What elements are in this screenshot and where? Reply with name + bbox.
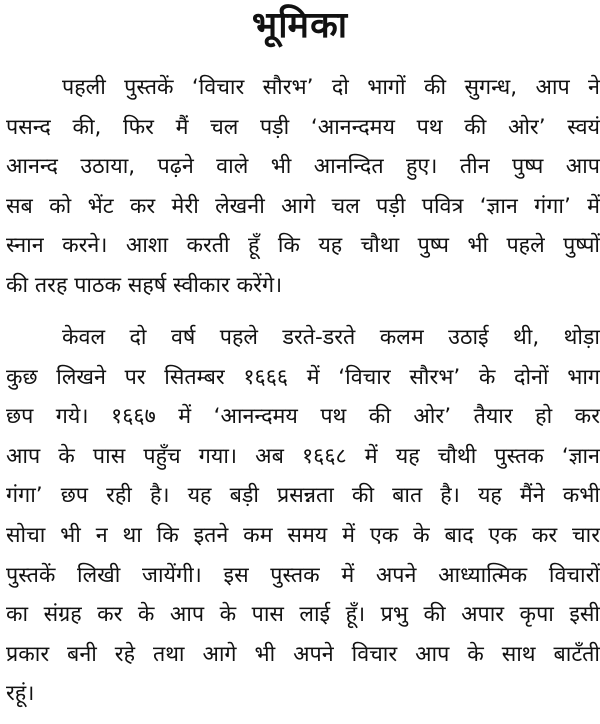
paragraph-1: [6, 68, 600, 306]
paragraph-line: प्रकार बनी रहे तथा आगे भी अपने विचार आप के साथ बाटँती: [6, 641, 600, 667]
paragraph-line: केवल दो वर्ष पहले डरते-डरते कलम उठाई थी, थोड़ा: [62, 325, 600, 350]
paragraph-line: की तरह पाठक सहर्ष स्वीकार करेंगे।: [6, 272, 283, 298]
paragraph-line: पुस्तकें लिखी जायेंगी। इस पुस्तक में अपने आध्यात्मिक विचारों: [6, 562, 600, 588]
paragraph-2: [6, 318, 600, 714]
paragraph-line: छप गये। १६६७ में ‘आनन्दमय पथ की ओर’ तैयार हो कर: [6, 404, 600, 430]
paragraph-line: आप के पास पहुँच गया। अब १६६८ में यह चौथी पुस्तक ‘ज्ञान: [6, 443, 600, 469]
paragraph-line: सोचा भी न था कि इतने कम समय में एक के बाद एक कर चार: [6, 522, 600, 548]
paragraph-line: पहली पुस्तकें ‘विचार सौरभ’ दो भागों की सुगन्ध, आप ने: [62, 75, 600, 100]
paragraph-line: गंगा’ छप रही है। यह बड़ी प्रसन्नता की बात है। यह मैंने कभी: [6, 483, 600, 509]
paragraph-line: स्नान करने। आशा करती हूँ कि यह चौथा पुष्प भी पहले पुष्पों: [6, 233, 600, 259]
paragraph-line: पसन्द की, फिर मैं चल पड़ी ‘आनन्दमय पथ की ओर’ स्वयं: [6, 114, 600, 140]
page-title: भूमिका: [251, 5, 349, 46]
paragraph-line: का संग्रह कर के आप के पास लाई हूँ। प्रभु की अपार कृपा इसी: [6, 602, 600, 628]
paragraph-line: सब को भेंट कर मेरी लेखनी आगे चल पड़ी पवित्र ‘ज्ञान गंगा’ में: [6, 193, 600, 219]
paragraph-line: रहूं।: [6, 681, 35, 707]
paragraph-line: आनन्द उठाया, पढ़ने वाले भी आनन्दित हुए। तीन पुष्प आप: [6, 154, 600, 180]
paragraph-line: कुछ लिखने पर सितम्बर १६६६ में ‘विचार सौरभ’ के दोनों भाग: [6, 364, 600, 390]
